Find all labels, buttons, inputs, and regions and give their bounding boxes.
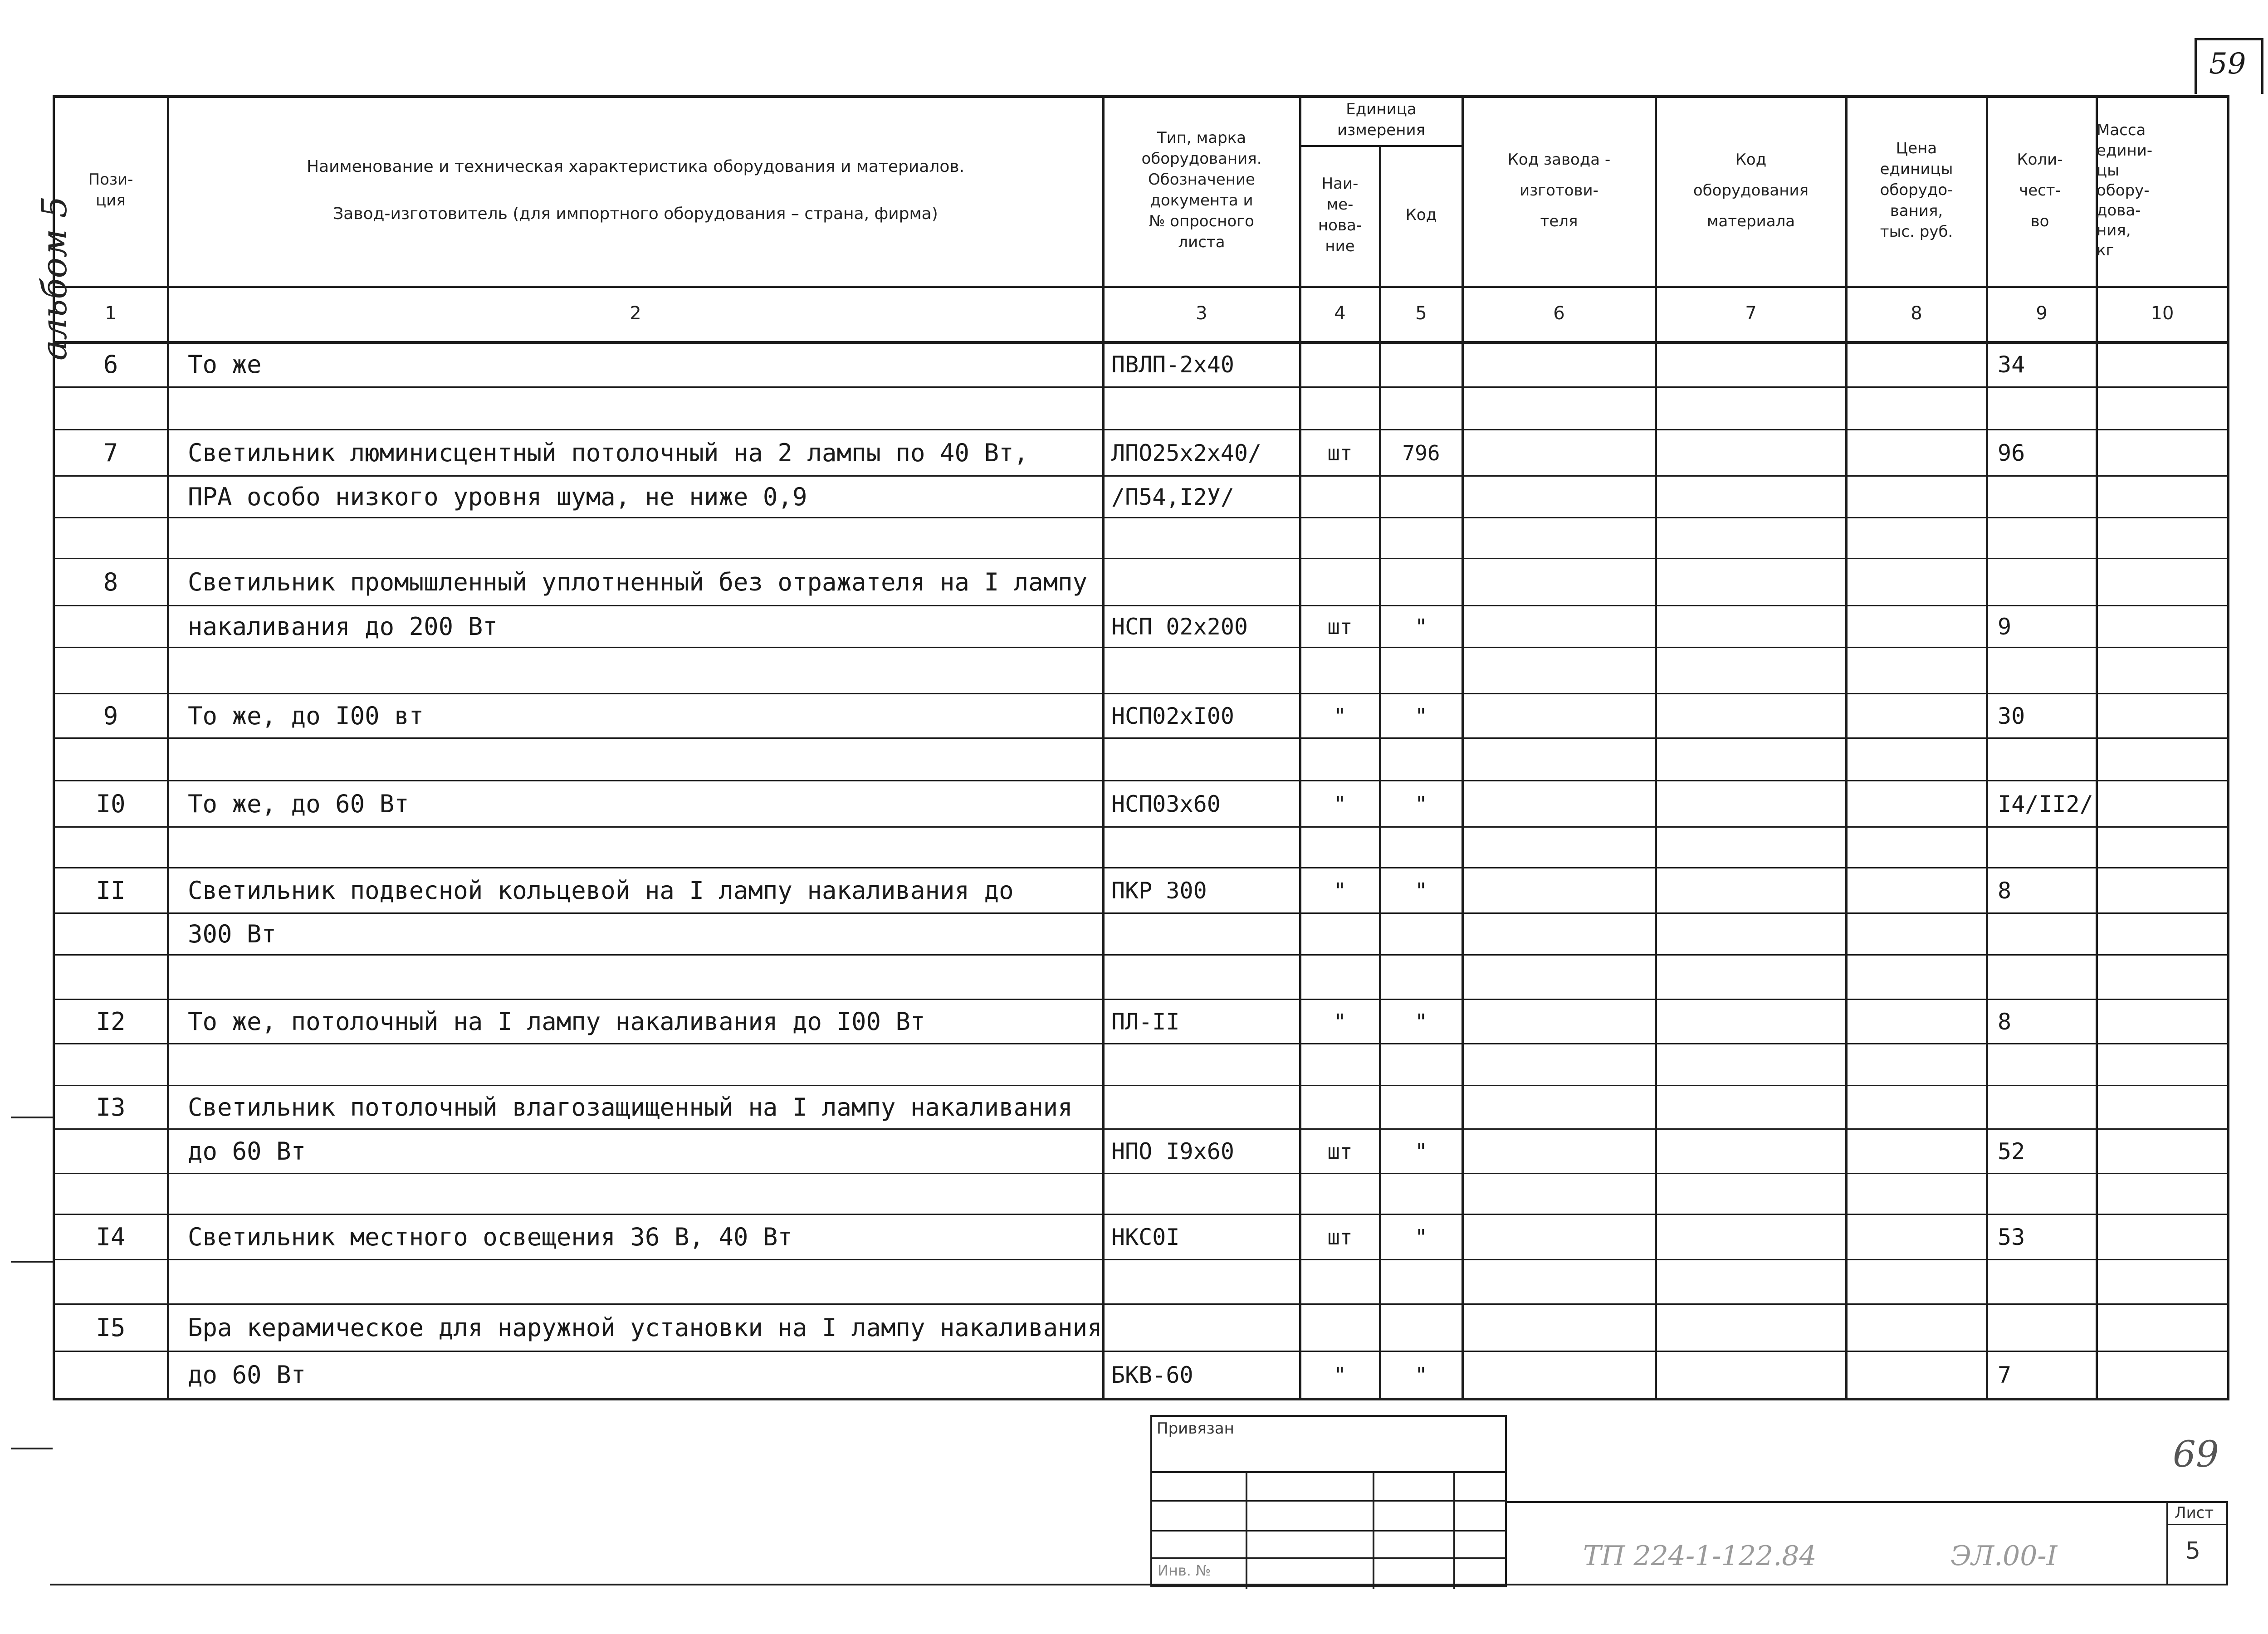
row-position: 9 [103, 702, 118, 730]
row-unit-name: шт [1327, 441, 1353, 465]
row-quantity: I4/II2/ [1998, 791, 2093, 817]
row-type: НПО I9х60 [1111, 1138, 1234, 1165]
row-unit-code: " [1415, 1010, 1427, 1034]
row-name: ПРА особо низкого уровня шума, не ниже 0,9 [188, 483, 807, 511]
row-quantity: 9 [1998, 614, 2012, 640]
row-name: накаливания до 200 Вт [188, 612, 498, 641]
sheet-box [2166, 1501, 2228, 1585]
row-rule [54, 780, 2228, 781]
row-quantity: 8 [1998, 1009, 2012, 1035]
row-type: ПКР 300 [1111, 878, 1207, 904]
row-rule [54, 558, 2228, 559]
row-unit-name: " [1334, 878, 1346, 903]
row-name: То же [188, 350, 262, 379]
header-quantity: Коли- чест- во [2017, 151, 2063, 230]
row-unit-code: 796 [1402, 441, 1440, 465]
column-number: 6 [1553, 303, 1565, 324]
row-position: I0 [96, 790, 126, 818]
column-number: 10 [2151, 303, 2174, 324]
row-rule [54, 1351, 2228, 1352]
row-name: То же, до 60 Вт [188, 790, 409, 818]
header-name: Наименование и техническая характеристика оборудования и материалов. Завод-изготовитель (для импортного оборудования – страна, фирма) [306, 157, 965, 223]
title-block-top [1507, 1501, 2228, 1503]
header-unit-code: Код [1405, 206, 1437, 224]
row-unit-name: " [1334, 704, 1346, 728]
column-number: 5 [1415, 303, 1427, 324]
attached-stamp [1150, 1415, 1507, 1587]
row-unit-name: " [1334, 792, 1346, 816]
header-position: Пози- ция [88, 171, 133, 210]
row-quantity: 96 [1998, 440, 2025, 466]
column-number: 9 [2036, 303, 2048, 324]
header-plant-code: Код завода - изготови- теля [1507, 151, 1611, 230]
margin-tick [11, 1261, 53, 1263]
row-unit-code: " [1415, 1225, 1427, 1249]
page-number: 59 [2209, 47, 2246, 81]
row-type: /П54,I2У/ [1111, 484, 1234, 510]
row-name: Светильник потолочный влагозащищенный на I лампу накаливания [188, 1093, 1073, 1122]
header-mass: Масса едини- цы обору- дова- ния, кг [2097, 121, 2153, 260]
row-unit-name: шт [1327, 1225, 1353, 1249]
row-rule [54, 954, 2228, 956]
header-price: Цена единицы оборудо- вания, тыс. руб. [1880, 139, 1953, 241]
row-position: 6 [103, 350, 118, 379]
column-number: 4 [1334, 303, 1346, 324]
header-unit-group: Единица измерения [1337, 100, 1426, 139]
row-position: 7 [103, 439, 118, 467]
margin-tick [50, 1584, 2227, 1585]
row-name: 300 Вт [188, 920, 277, 948]
row-name: Светильник люминисцентный потолочный на 2 лампы по 40 Вт, [188, 439, 1029, 467]
row-rule [54, 999, 2228, 1000]
row-quantity: 34 [1998, 351, 2025, 378]
row-unit-code: " [1415, 1139, 1427, 1164]
row-position: 8 [103, 568, 118, 596]
row-rule [54, 1085, 2228, 1086]
row-rule [54, 1043, 2228, 1044]
row-type: ПЛ-II [1111, 1009, 1180, 1035]
row-rule [54, 1303, 2228, 1305]
sheet-label: Лист [2175, 1504, 2214, 1522]
row-rule [54, 386, 2228, 388]
album-label: альбом 5 [34, 196, 74, 361]
row-name: Бра керамическое для наружной установки на I лампу накаливания [188, 1313, 1102, 1342]
row-quantity: 7 [1998, 1362, 2012, 1388]
row-unit-name: шт [1327, 1139, 1353, 1164]
row-rule [54, 826, 2228, 828]
column-number: 1 [105, 303, 117, 324]
row-unit-name: " [1334, 1010, 1346, 1034]
row-type: НКС0I [1111, 1224, 1180, 1250]
row-quantity: 52 [1998, 1138, 2025, 1165]
row-name: Светильник местного освещения 36 В, 40 Вт [188, 1223, 792, 1251]
row-rule [54, 693, 2228, 694]
document-code: ТП 224-1-122.84 [1583, 1540, 1817, 1572]
row-quantity: 53 [1998, 1224, 2025, 1250]
row-type: НСП03х60 [1111, 791, 1221, 817]
row-rule [54, 517, 2228, 518]
row-name: То же, до I00 вт [188, 702, 424, 730]
row-name: Светильник подвесной кольцевой на I лампу накаливания до [188, 876, 1014, 905]
row-unit-code: " [1415, 878, 1427, 903]
row-unit-name: шт [1327, 615, 1353, 639]
attached-label: Привязан [1157, 1419, 1234, 1438]
document-suffix: ЭЛ.00-I [1950, 1540, 2058, 1572]
row-name: до 60 Вт [188, 1137, 306, 1166]
row-rule [54, 647, 2228, 648]
row-position: I4 [96, 1223, 126, 1251]
row-position: I5 [96, 1313, 126, 1342]
row-rule [54, 1128, 2228, 1130]
row-unit-name: " [1334, 1363, 1346, 1387]
row-type: БКВ-60 [1111, 1362, 1193, 1388]
row-position: I3 [96, 1093, 126, 1122]
row-position: I2 [96, 1007, 126, 1036]
margin-tick [11, 1448, 53, 1449]
row-rule [54, 867, 2228, 868]
row-quantity: 30 [1998, 703, 2025, 729]
row-rule [54, 605, 2228, 606]
row-type: НСП 02х200 [1111, 614, 1248, 640]
row-name: То же, потолочный на I лампу накаливания до I00 Вт [188, 1007, 925, 1036]
column-number: 8 [1911, 303, 1922, 324]
row-name: Светильник промышленный уплотненный без отражателя на I лампу [188, 568, 1088, 596]
row-name: до 60 Вт [188, 1361, 306, 1389]
row-rule [54, 737, 2228, 739]
row-position: II [96, 876, 126, 905]
row-unit-code: " [1415, 704, 1427, 728]
column-number: 3 [1196, 303, 1207, 324]
inv-label: Инв. № [1158, 1562, 1211, 1579]
header-unit-name: Наи- ме- нова- ние [1318, 175, 1362, 255]
table-bottom-rule [54, 1398, 2228, 1400]
row-rule [54, 475, 2228, 477]
row-rule [54, 429, 2228, 430]
row-rule [54, 1214, 2228, 1215]
row-unit-code: " [1415, 615, 1427, 639]
row-rule [54, 912, 2228, 914]
row-unit-code: " [1415, 1363, 1427, 1387]
row-type: ПВЛП-2х40 [1111, 351, 1234, 378]
margin-tick [11, 1117, 53, 1118]
column-number: 2 [630, 303, 641, 324]
handwritten-mark: 69 [2173, 1433, 2219, 1475]
row-type: ЛПО25х2х40/ [1111, 440, 1262, 466]
row-type: НСП02хI00 [1111, 703, 1234, 729]
row-rule [54, 1173, 2228, 1174]
column-number: 7 [1745, 303, 1757, 324]
header-equipment-code: Код оборудования материала [1693, 151, 1809, 230]
header-type: Тип, марка оборудования. Обозначение документа и № опросного листа [1141, 129, 1262, 251]
row-unit-code: " [1415, 792, 1427, 816]
row-rule [54, 1259, 2228, 1260]
row-quantity: 8 [1998, 878, 2012, 904]
sheet-number: 5 [2185, 1537, 2201, 1565]
